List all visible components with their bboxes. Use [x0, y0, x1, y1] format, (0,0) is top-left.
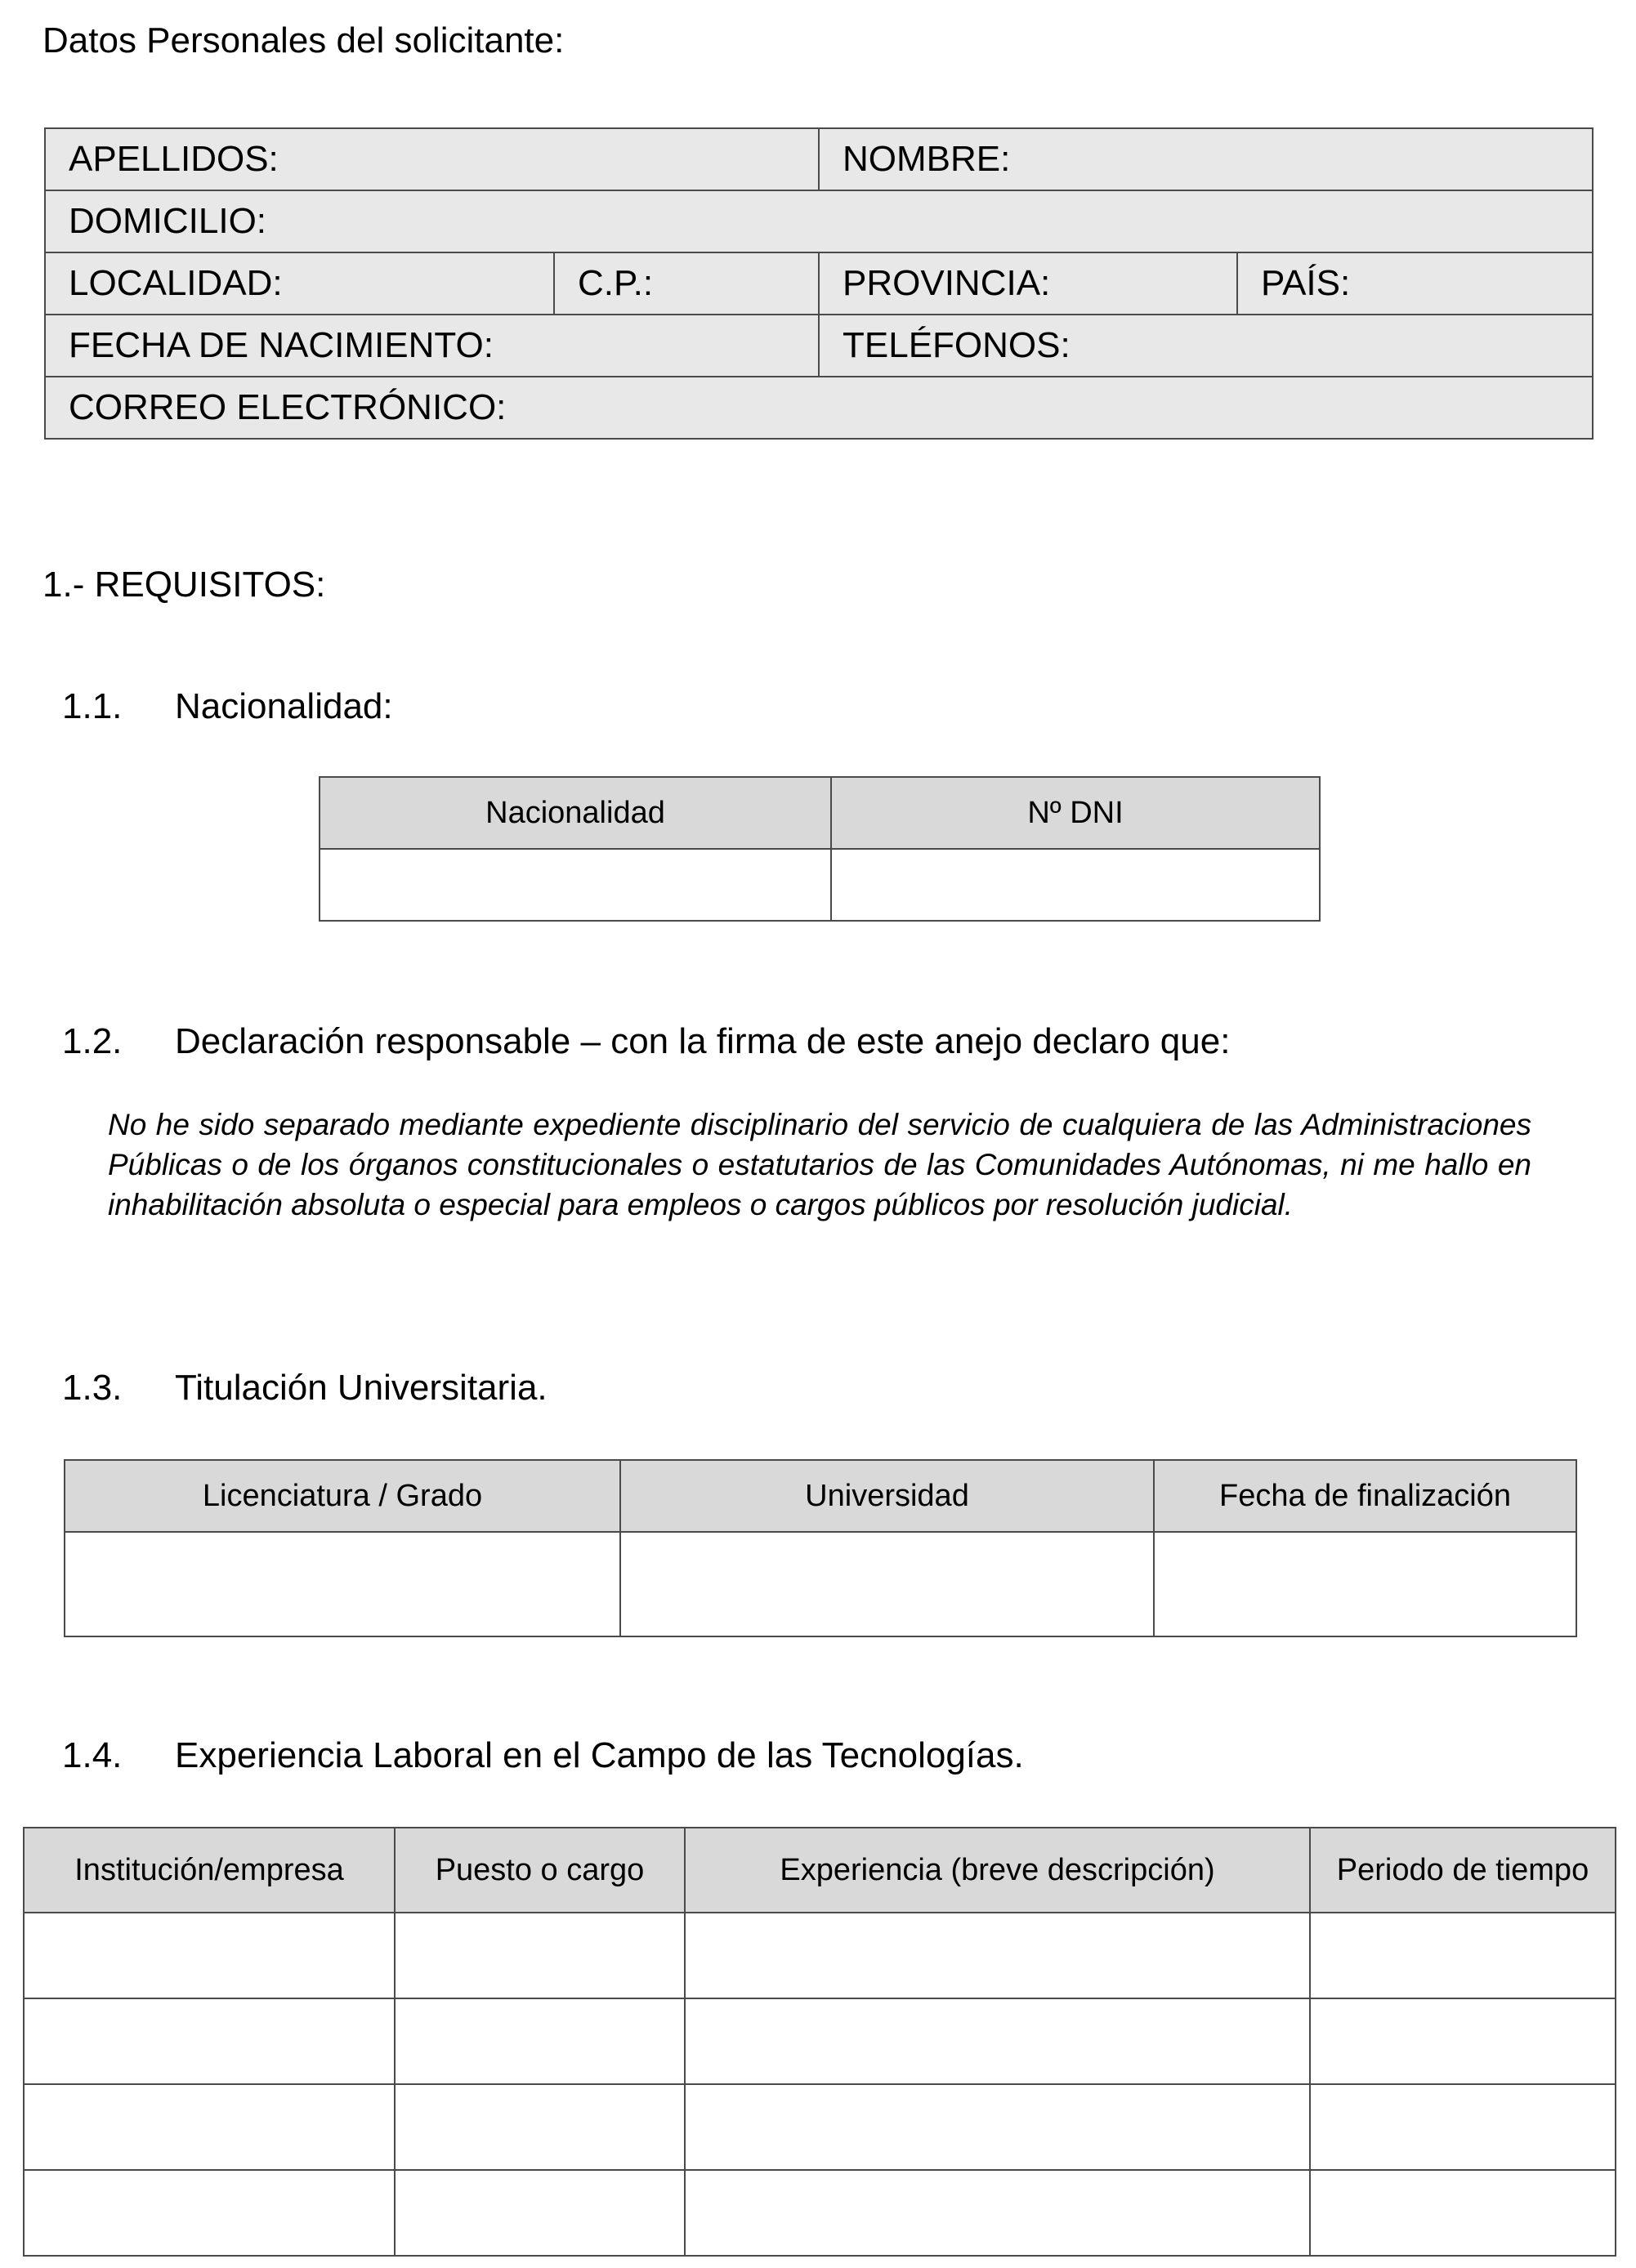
- experiencia-cell[interactable]: [685, 1913, 1310, 1998]
- apellidos-field[interactable]: APELLIDOS:: [45, 128, 819, 190]
- telefonos-field[interactable]: TELÉFONOS:: [819, 315, 1593, 377]
- periodo-cell[interactable]: [1310, 2170, 1616, 2256]
- fecha-nacimiento-field[interactable]: FECHA DE NACIMIENTO:: [45, 315, 819, 377]
- puesto-cell[interactable]: [395, 1913, 685, 1998]
- periodo-cell[interactable]: [1310, 1913, 1616, 1998]
- section-1-3-number: 1.3.: [62, 1368, 123, 1408]
- pais-field[interactable]: PAÍS:: [1237, 252, 1593, 315]
- institucion-header: Institución/empresa: [24, 1828, 395, 1913]
- requisitos-title: 1.- REQUISITOS:: [42, 565, 326, 605]
- section-1-2-title: Declaración responsable – con la firma de este anejo declaro que:: [175, 1021, 1231, 1061]
- licenciatura-header: Licenciatura / Grado: [65, 1460, 620, 1532]
- licenciatura-cell[interactable]: [65, 1532, 620, 1636]
- periodo-header: Periodo de tiempo: [1310, 1828, 1616, 1913]
- institucion-cell[interactable]: [24, 1998, 395, 2084]
- dni-cell[interactable]: [831, 849, 1320, 921]
- experience-table: [23, 1827, 1616, 2257]
- fecha-finalizacion-header: Fecha de finalización: [1154, 1460, 1576, 1532]
- nationality-table: [319, 776, 1321, 922]
- institucion-cell[interactable]: [24, 1913, 395, 1998]
- puesto-cell[interactable]: [395, 1998, 685, 2084]
- cp-field[interactable]: C.P.:: [554, 252, 819, 315]
- periodo-cell[interactable]: [1310, 1998, 1616, 2084]
- localidad-field[interactable]: LOCALIDAD:: [45, 252, 554, 315]
- dni-header: Nº DNI: [831, 777, 1320, 849]
- section-1-1-number: 1.1.: [62, 686, 123, 726]
- personal-data-table: [44, 127, 1594, 440]
- puesto-cell[interactable]: [395, 2170, 685, 2256]
- section-1-2-number: 1.2.: [62, 1021, 123, 1061]
- section-1-4-title: Experiencia Laboral en el Campo de las Tecnologías.: [175, 1735, 1024, 1775]
- experiencia-cell[interactable]: [685, 1998, 1310, 2084]
- experiencia-cell[interactable]: [685, 2084, 1310, 2170]
- declaration-text: No he sido separado mediante expediente disciplinario del servicio de cualquiera de las Administraciones Públicas o de los órganos constitucionales o estatutarios de las Comunidades Autónomas, ni me hallo en inhabilitación absoluta o especial para empleos o cargos públicos por resolución judicial.: [108, 1108, 1531, 1221]
- universidad-cell[interactable]: [620, 1532, 1154, 1636]
- fecha-finalizacion-cell[interactable]: [1154, 1532, 1576, 1636]
- nombre-field[interactable]: NOMBRE:: [819, 128, 1593, 190]
- degree-table: [64, 1459, 1577, 1637]
- institucion-cell[interactable]: [24, 2170, 395, 2256]
- nacionalidad-header: Nacionalidad: [320, 777, 831, 849]
- universidad-header: Universidad: [620, 1460, 1154, 1532]
- provincia-field[interactable]: PROVINCIA:: [819, 252, 1237, 315]
- periodo-cell[interactable]: [1310, 2084, 1616, 2170]
- correo-field[interactable]: CORREO ELECTRÓNICO:: [45, 377, 1593, 439]
- table-row: [24, 1998, 1616, 2084]
- section-1-4-number: 1.4.: [62, 1735, 123, 1775]
- puesto-cell[interactable]: [395, 2084, 685, 2170]
- section-1-3-title: Titulación Universitaria.: [175, 1368, 548, 1408]
- applicant-data-label: Datos Personales del solicitante:: [42, 20, 565, 60]
- institucion-cell[interactable]: [24, 2084, 395, 2170]
- nacionalidad-cell[interactable]: [320, 849, 831, 921]
- experiencia-header: Experiencia (breve descripción): [685, 1828, 1310, 1913]
- table-row: [24, 2170, 1616, 2256]
- experiencia-cell[interactable]: [685, 2170, 1310, 2256]
- puesto-header: Puesto o cargo: [395, 1828, 685, 1913]
- domicilio-field[interactable]: DOMICILIO:: [45, 190, 1593, 252]
- table-row: [24, 1913, 1616, 1998]
- section-1-1-title: Nacionalidad:: [175, 686, 393, 726]
- table-row: [24, 2084, 1616, 2170]
